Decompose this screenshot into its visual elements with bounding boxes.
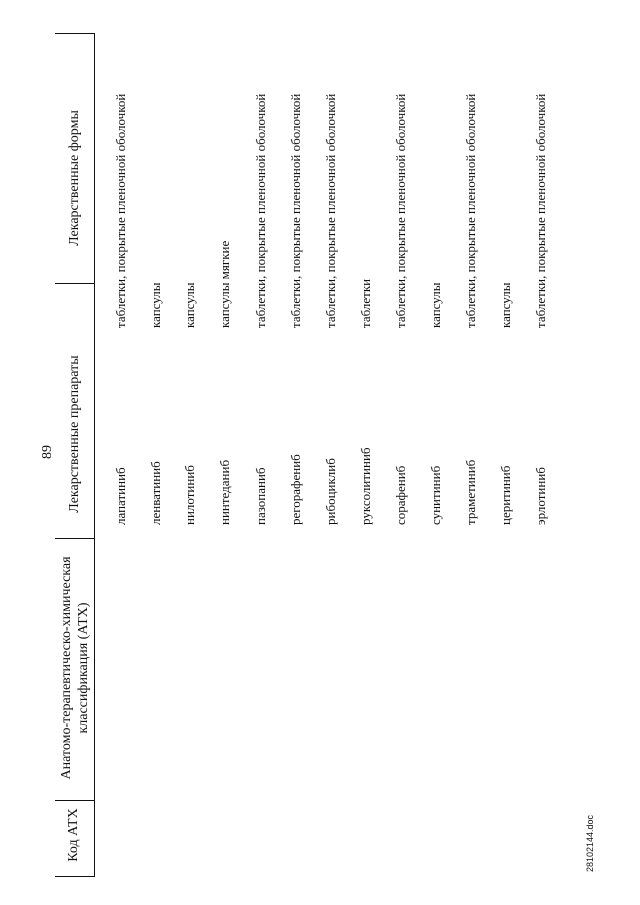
drug-name: нилотиниб: [182, 465, 197, 525]
header-drugs: Лекарственные препараты: [67, 355, 82, 513]
drug-name: траметиниб: [463, 459, 478, 525]
drug-name: сунитиниб: [428, 465, 443, 525]
page-number: 89: [40, 445, 55, 459]
header-forms: Лекарственные формы: [67, 110, 82, 246]
drug-name: нинтеданиб: [217, 459, 232, 525]
dosage-form: таблетки, покрытые пленочной оболочкой: [533, 93, 548, 328]
dosage-form: таблетки, покрытые пленочной оболочкой: [323, 93, 338, 328]
dosage-form: таблетки, покрытые пленочной оболочкой: [253, 93, 268, 328]
header-classification-line1: Анатомо-терапевтическо-химическая: [59, 556, 74, 780]
dosage-form: капсулы: [182, 282, 197, 328]
table-top-border: [55, 876, 95, 877]
col-divider-2: [55, 538, 95, 539]
dosage-form: капсулы: [428, 282, 443, 328]
drug-name: сорафениб: [393, 465, 408, 525]
drug-name: лапатиниб: [113, 467, 128, 525]
drug-name: пазопаниб: [253, 467, 268, 525]
dosage-form: таблетки: [358, 278, 373, 328]
drug-name: эрлотиниб: [533, 467, 548, 525]
header-body-divider: [94, 33, 95, 876]
header-code: Код АТХ: [66, 808, 81, 862]
dosage-form: таблетки, покрытые пленочной оболочкой: [463, 93, 478, 328]
table-bottom-border: [55, 33, 95, 34]
dosage-form: капсулы мягкие: [217, 240, 232, 328]
col-divider-3: [55, 283, 95, 284]
document-id: 28102144.doc: [585, 814, 595, 872]
dosage-form: таблетки, покрытые пленочной оболочкой: [113, 93, 128, 328]
dosage-form: капсулы: [148, 282, 163, 328]
drug-name: ленватиниб: [148, 461, 163, 525]
header-classification-line2: классификация (АТХ): [76, 602, 91, 734]
drug-name: регорафениб: [288, 454, 303, 525]
drug-name: руксолитиниб: [358, 447, 373, 525]
drug-name: церитиниб: [498, 465, 513, 525]
header-classification: [58, 544, 92, 792]
dosage-form: таблетки, покрытые пленочной оболочкой: [393, 93, 408, 328]
drug-name: рибоциклиб: [323, 458, 338, 525]
dosage-form: таблетки, покрытые пленочной оболочкой: [288, 93, 303, 328]
dosage-form: капсулы: [498, 282, 513, 328]
col-divider-1: [55, 800, 95, 801]
